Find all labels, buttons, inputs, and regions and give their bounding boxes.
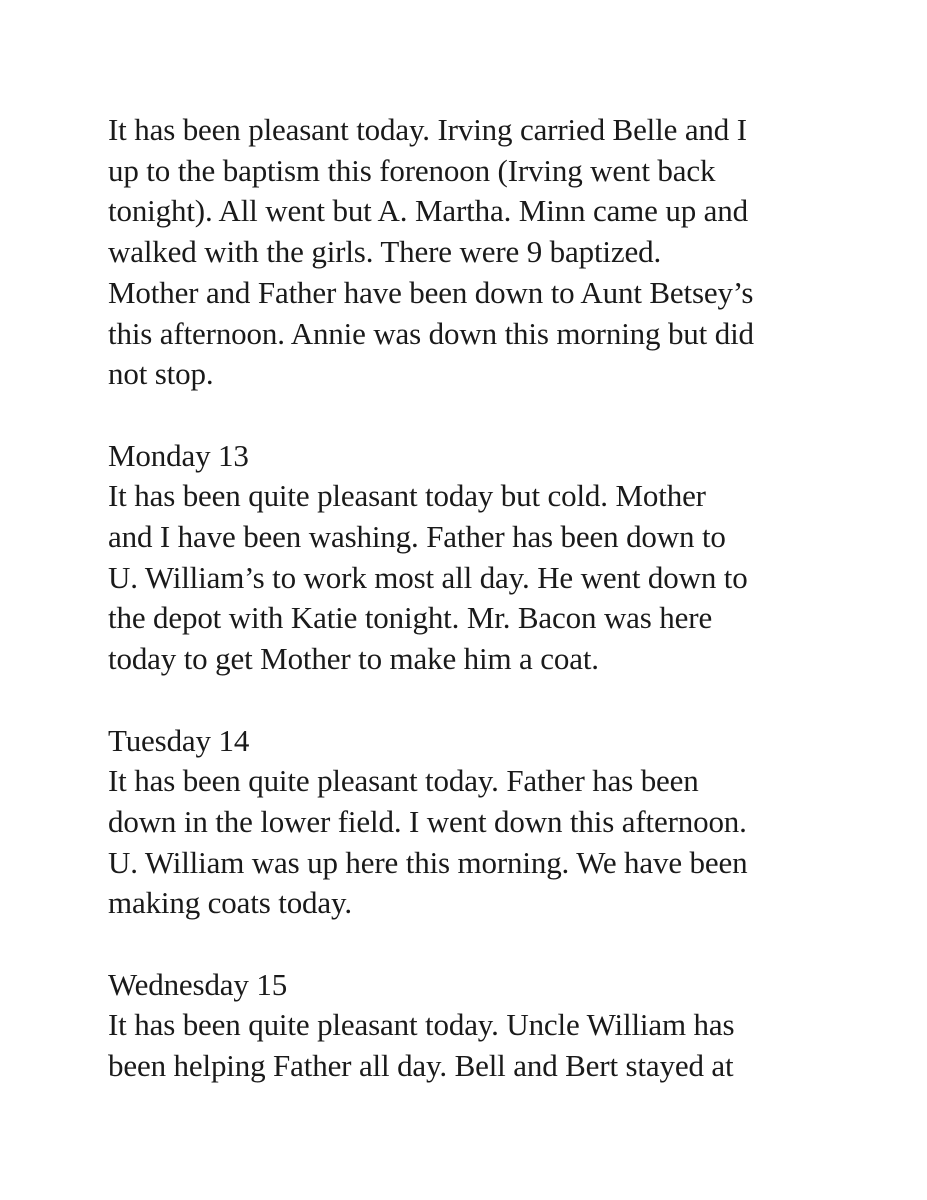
- diary-entry-sunday: [108, 110, 868, 395]
- entry-line: up to the baptism this forenoon (Irving went back: [108, 152, 716, 188]
- entry-line: been helping Father all day. Bell and Bert stayed at: [108, 1048, 734, 1084]
- entry-line: the depot with Katie tonight. Mr. Bacon was here: [108, 600, 713, 636]
- entry-line: It has been quite pleasant today. Father has been: [108, 763, 699, 799]
- entry-line: down in the lower field. I went down this afternoon.: [108, 803, 747, 839]
- diary-page: [108, 110, 868, 1087]
- entry-line: not stop.: [108, 356, 214, 392]
- entry-line: U. William was up here this morning. We have been: [108, 844, 748, 880]
- entry-heading: Monday 13: [108, 437, 249, 473]
- diary-entry-wednesday: [108, 965, 868, 1087]
- entry-line: making coats today.: [108, 885, 352, 921]
- entry-line: and I have been washing. Father has been down to: [108, 519, 726, 555]
- entry-line: It has been quite pleasant today but cold. Mother: [108, 478, 706, 514]
- entry-heading: Tuesday 14: [108, 722, 250, 758]
- entry-line: U. William’s to work most all day. He went down to: [108, 559, 748, 595]
- diary-entry-tuesday: [108, 721, 868, 925]
- diary-entry-monday: [108, 436, 868, 680]
- entry-line: this afternoon. Annie was down this morning but did: [108, 315, 754, 351]
- entry-line: Mother and Father have been down to Aunt Betsey’s: [108, 274, 754, 310]
- entry-heading: Wednesday 15: [108, 966, 288, 1002]
- entry-line: tonight). All went but A. Martha. Minn came up and: [108, 193, 748, 229]
- entry-line: It has been quite pleasant today. Uncle William has: [108, 1007, 735, 1043]
- entry-line: today to get Mother to make him a coat.: [108, 641, 599, 677]
- entry-line: It has been pleasant today. Irving carried Belle and I: [108, 112, 747, 147]
- entry-line: walked with the girls. There were 9 baptized.: [108, 234, 662, 270]
